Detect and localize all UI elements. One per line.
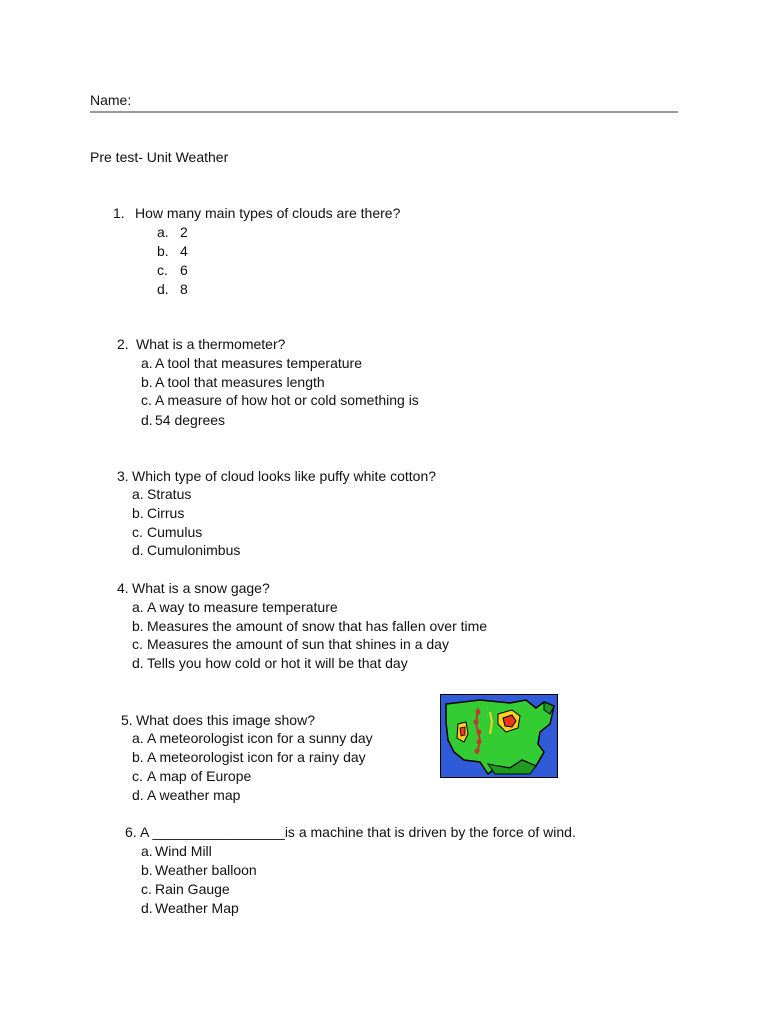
- option-text: Measures the amount of sun that shines in a day: [147, 636, 449, 652]
- option-text: Tells you how cold or hot it will be that day: [147, 655, 408, 671]
- option-text: A tool that measures length: [155, 374, 325, 390]
- option-text: Cirrus: [147, 505, 185, 521]
- option-letter: a.: [141, 843, 153, 859]
- option-letter: a.: [132, 599, 144, 615]
- option-text: A weather map: [147, 787, 241, 803]
- option-text: 54 degrees: [155, 412, 226, 428]
- option-text: 8: [180, 281, 188, 297]
- option-text: A way to measure temperature: [147, 599, 338, 615]
- question-text: What is a snow gage?: [132, 580, 270, 596]
- option-letter: d.: [141, 900, 153, 916]
- option-letter: d.: [141, 412, 153, 428]
- question-number: 1.: [113, 205, 125, 221]
- option-text: Weather Map: [155, 900, 239, 916]
- option-text: A map of Europe: [147, 768, 252, 784]
- question-text: What does this image show?: [136, 712, 315, 728]
- option-letter: c.: [132, 636, 143, 652]
- question-number: 3.: [117, 468, 129, 484]
- option-letter: c.: [132, 524, 143, 540]
- option-text: A meteorologist icon for a rainy day: [147, 749, 366, 765]
- option-letter: a.: [132, 486, 144, 502]
- option-letter: d.: [132, 655, 144, 671]
- option-letter: d.: [157, 281, 169, 297]
- option-letter: a.: [141, 355, 153, 371]
- option-letter: d.: [132, 542, 144, 558]
- option-text: A measure of how hot or cold something is: [155, 392, 419, 408]
- option-letter: a.: [132, 730, 144, 746]
- option-letter: a.: [157, 224, 169, 240]
- question-text: What is a thermometer?: [136, 336, 286, 352]
- option-text: 4: [180, 243, 188, 259]
- option-text: Cumulus: [147, 524, 203, 540]
- option-letter: c.: [141, 392, 152, 408]
- question-text: How many main types of clouds are there?: [135, 205, 401, 221]
- question-number: 4.: [117, 580, 129, 596]
- option-letter: b.: [157, 243, 169, 259]
- option-letter: b.: [141, 862, 153, 878]
- name-label: Name:: [90, 92, 132, 108]
- option-text: A tool that measures temperature: [155, 355, 362, 371]
- option-letter: b.: [141, 374, 153, 390]
- name-line: [90, 111, 678, 113]
- option-letter: d.: [132, 787, 144, 803]
- option-text: A meteorologist icon for a sunny day: [147, 730, 373, 746]
- option-letter: c.: [132, 768, 143, 784]
- option-letter: c.: [141, 881, 152, 897]
- option-text: 2: [180, 224, 188, 240]
- option-letter: b.: [132, 505, 144, 521]
- option-text: Cumulonimbus: [147, 542, 241, 558]
- question-number: 6.: [125, 824, 137, 840]
- option-text: Weather balloon: [155, 862, 257, 878]
- question-text: Which type of cloud looks like puffy white cotton?: [132, 468, 437, 484]
- weather-map-icon: [440, 694, 558, 778]
- option-text: 6: [180, 262, 188, 278]
- option-letter: c.: [157, 262, 168, 278]
- page-title: Pre test- Unit Weather: [90, 149, 229, 165]
- question-text: A _________________is a machine that is driven by the force of wind.: [140, 824, 576, 840]
- option-letter: b.: [132, 618, 144, 634]
- option-letter: b.: [132, 749, 144, 765]
- question-number: 2.: [117, 336, 129, 352]
- option-text: Measures the amount of snow that has fallen over time: [147, 618, 488, 634]
- option-text: Stratus: [147, 486, 192, 502]
- option-text: Wind Mill: [155, 843, 212, 859]
- option-text: Rain Gauge: [155, 881, 230, 897]
- question-number: 5.: [121, 712, 133, 728]
